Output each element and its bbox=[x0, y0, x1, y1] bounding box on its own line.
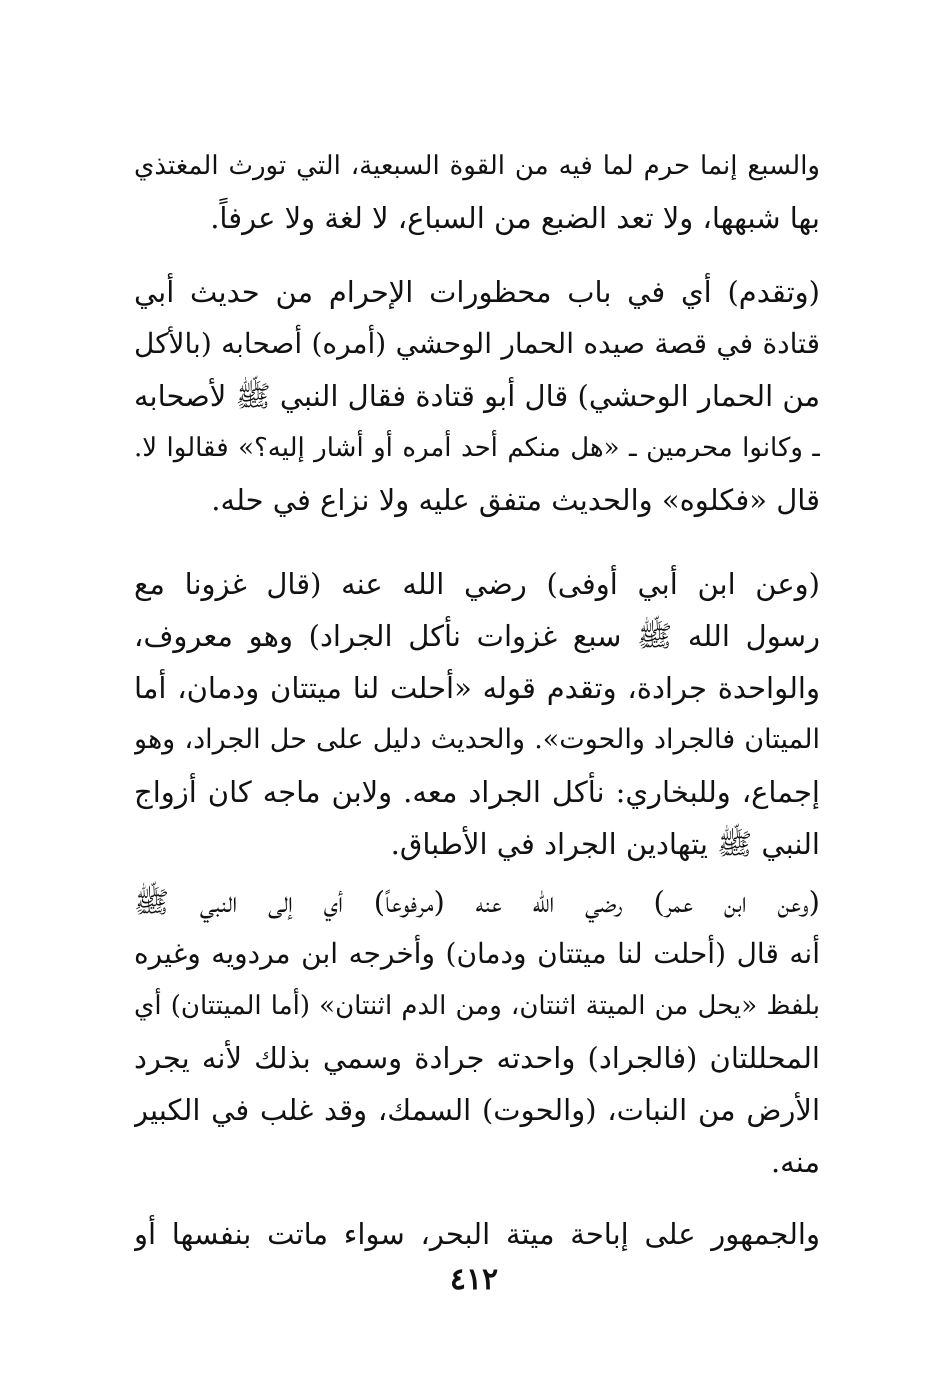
text-line: ـ وكانوا محرمين ـ «هل منكم أحد أمره أو أشار إليه؟» فقالوا لا. bbox=[134, 433, 820, 463]
text-line: (وعن ابن أبي أوفى) رضي الله عنه (قال غزونا مع bbox=[134, 567, 820, 601]
text-line: الأرض من النبات، (والحوت) السمك، وقد غلب في الكبير bbox=[134, 1093, 820, 1127]
page-number: ٤١٢ bbox=[449, 1262, 499, 1297]
paragraph-2 bbox=[134, 266, 820, 526]
paragraph-1 bbox=[134, 140, 820, 244]
text-line: قتادة في قصة صيده الحمار الوحشي (أمره) أصحابه (بالأكل bbox=[134, 327, 820, 360]
text-line: النبي ﷺ يتهادين الجراد في الأطباق. bbox=[390, 827, 820, 861]
text-line: (وعن ابن عمر) رضي الله عنه (مرفوعاً) أي إلى النبي ﷺ bbox=[134, 885, 820, 919]
text-line: والسبع إنما حرم لما فيه من القوة السبعية، التي تورث المغتذي bbox=[134, 151, 820, 181]
text-line: بلفظ «يحل من الميتة اثنتان، ومن الدم اثنتان» (أما الميتتان) أي bbox=[134, 991, 820, 1021]
paragraph-3 bbox=[134, 558, 820, 870]
text-line: إجماع، وللبخاري: نأكل الجراد معه. ولابن ماجه كان أزواج bbox=[134, 775, 820, 809]
text-line: والجمهور على إباحة ميتة البحر، سواء ماتت بنفسها أو bbox=[134, 1217, 820, 1251]
text-line: (وتقدم) أي في باب محظورات الإحرام من حديث أبي bbox=[134, 275, 820, 309]
text-line: منه. bbox=[770, 1145, 820, 1179]
text-line: والواحدة جرادة، وتقدم قوله «أحلت لنا ميتتان ودمان، أما bbox=[134, 671, 820, 705]
text-line: أنه قال (أحلت لنا ميتتان ودمان) وأخرجه ابن مردويه وغيره bbox=[134, 937, 820, 970]
paragraph-5 bbox=[134, 1208, 820, 1260]
text-line: من الحمار الوحشي) قال أبو قتادة فقال النبي ﷺ لأصحابه bbox=[134, 379, 820, 413]
text-line: قال «فكلوه» والحديث متفق عليه ولا نزاع في حله. bbox=[211, 483, 820, 517]
text-line: الميتان فالجراد والحوت». والحديث دليل على حل الجراد، وهو bbox=[134, 724, 820, 755]
text-line: رسول الله ﷺ سبع غزوات نأكل الجراد) وهو معروف، bbox=[134, 619, 820, 653]
text-line: المحللتان (فالجراد) واحدته جرادة وسمي بذلك لأنه يجرد bbox=[134, 1041, 820, 1075]
text-line: بها شبهها، ولا تعد الضبع من السباع، لا لغة ولا عرفاً. bbox=[210, 201, 820, 235]
paragraph-4 bbox=[134, 876, 820, 1188]
